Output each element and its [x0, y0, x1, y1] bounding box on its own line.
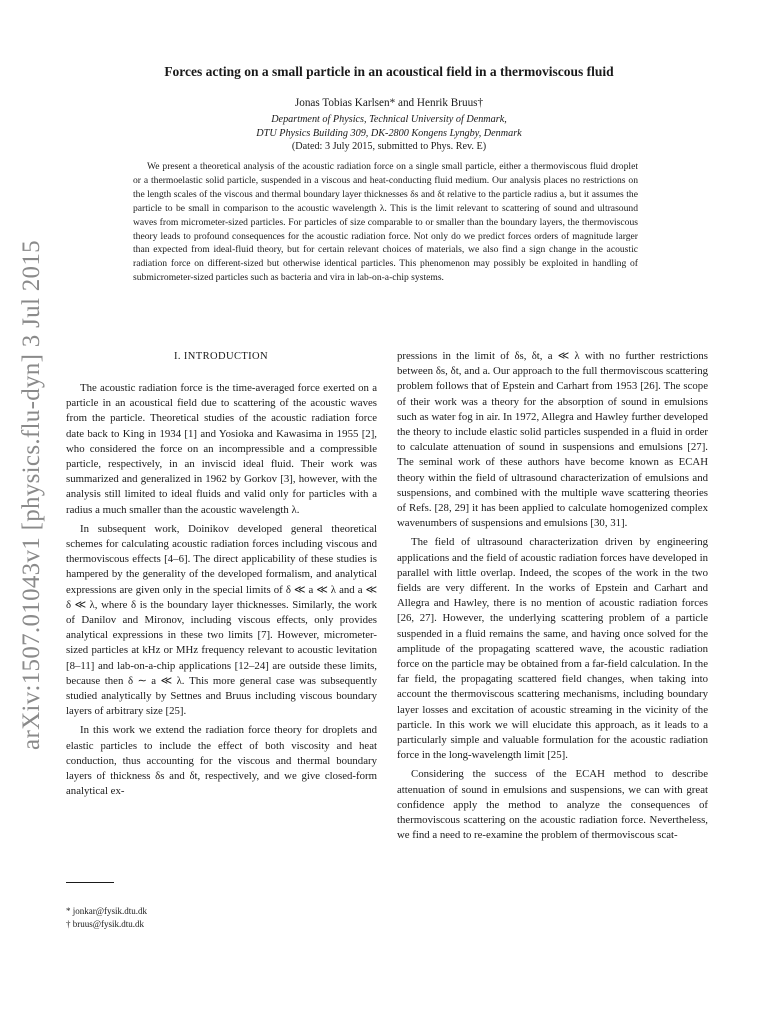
- paragraph: pressions in the limit of δs, δt, a ≪ λ with no further restrictions between δs, δt, and a. Our approach to the full thermoviscous scattering problem follows that of Epstein and Carhart from 1953 [26]. The scope of their work was a theory for the absorption of sound in emulsions such as water fog in air. In 1972, Allegra and Hawley further developed the theory to include elastic solid particles suspended in a fluid in order to calculate attenuation of sound in suspensions and emulsions [27]. The seminal work of these authors have become known as ECAH theory within the field of ultrasound characterization of emulsions and suspensions, and combined with the multiple wave scattering theories of Refs. [28, 29] it has been applied to calculate homogenized complex wavenumbers of suspensions and emulsions [30, 31].: [397, 350, 708, 530]
- section-heading: I. INTRODUCTION: [173, 351, 269, 362]
- left-column: [66, 381, 377, 803]
- paragraph: In this work we extend the radiation force theory for droplets and elastic particles to include the effect of both viscosity and heat conduction, thus accounting for the viscous and thermal boundary layers of thickness δs and δt, respectively, and we give closed-form analytical ex-: [66, 724, 377, 798]
- arxiv-identifier: arXiv:1507.01043v1 [physics.flu-dyn] 3 Jul 2015: [18, 240, 46, 750]
- footnote-rule: [66, 882, 114, 883]
- paper-title: Forces acting on a small particle in an acoustical field in a thermoviscous fluid: [164, 64, 614, 79]
- dated-line: (Dated: 3 July 2015, submitted to Phys. Rev. E): [291, 141, 487, 152]
- footnotes: [66, 905, 147, 931]
- affiliation-line: Department of Physics, Technical University of Denmark,: [271, 114, 507, 125]
- footnote-email: † bruus@fysik.dtu.dk: [66, 919, 145, 929]
- paragraph: The acoustic radiation force is the time-averaged force exerted on a particle in an acoustical field due to scattering of the acoustic waves from the particle. Theoretical studies of the acoustic radiation force date back to King in 1934 [1] and Yosioka and Kawasima in 1955 [2], who considered the force on an incompressible and a compressible particle, respectively, in an inviscid ideal fluid. Their work was summarized and generalized in 1962 by Gorkov [3], however, with the analysis still limited to ideal fluids and valid only for particles with a radius a much smaller than the acoustic wavelength λ.: [66, 382, 377, 516]
- paragraph: In subsequent work, Doinikov developed general theoretical schemes for calculating acoustic radiation forces including viscous and thermoviscous effects [4–6]. The direct applicability of these studies is hampered by the generality of the developed formalism, and analytical expressions are given only in the special limits of δ ≪ a ≪ λ and a ≪ δ ≪ λ, where δ is the boundary layer thicknesses. Similarly, the work of Danilov and Mironov, including viscous effects, only provides analytical expressions in these two limits [7]. However, micrometer-sized particles at kHz or MHz frequency relevant to acoustic levitation [8–11] and lab-on-a-chip applications [12–24] are outside these limits, because then δ ∼ a ≪ λ. This more general case was subsequently studied analytically by Settnes and Bruus including viscous boundary layers of arbitrary size [25].: [66, 522, 377, 718]
- right-column: [397, 349, 708, 848]
- paragraph: Considering the success of the ECAH method to describe attenuation of sound in emulsions and suspensions, we can with great confidence apply the method to analyze the consequences of thermoviscous scattering on the acoustic radiation force. Nevertheless, we find a need to re-examine the problem of thermoviscous scat-: [397, 768, 708, 842]
- author-list: Jonas Tobias Karlsen* and Henrik Bruus†: [294, 97, 484, 109]
- arxiv-identifier-sidebar: [14, 222, 50, 768]
- affiliation: [60, 113, 718, 141]
- affiliation-line: DTU Physics Building 309, DK-2800 Kongens Lyngby, Denmark: [256, 128, 522, 139]
- footnote-email: * jonkar@fysik.dtu.dk: [66, 906, 148, 916]
- abstract: We present a theoretical analysis of the acoustic radiation force on a single small particle, either a thermoviscous fluid droplet or a thermoelastic solid particle, suspended in a viscous and heat-conducting fluid medium. Our analysis places no restrictions on the length scales of the viscous and thermal boundary layer thicknesses δs and δt relative to the particle radius a, but it assumes the particle to be small in comparison to the acoustic wavelength λ. This is the limit relevant to scattering of sound and ultrasound waves from micrometer-sized particles. For particles of size comparable to or smaller than the boundary layers, the thermoviscous theory leads to profound consequences for the acoustic radiation force. Not only do we predict forces orders of magnitude larger than expected from ideal-fluid theory, but for certain relevant choices of materials, we also find a sign change in the acoustic radiation force on different-sized but otherwise identical particles. This phenomenon may possibly be exploited in handling of submicrometer-sized particles such as bacteria and vira in lab-on-a-chip systems.: [133, 161, 638, 284]
- paragraph: The field of ultrasound characterization driven by engineering applications and the field of acoustic radiation forces have developed in parallel with little overlap. Indeed, the scopes of the work in the two fields are very different. In the works of Epstein and Carhart and Allegra and Hawley, there is no mention of acoustic radiation forces [26, 27]. However, the underlying scattering problem of a particle suspended in a fluid remains the same, and having once solved for the amplitude of the propagating scattered wave, the acoustic radiation force on the particle may be obtained from a far-field calculation. In the far field, the propagating scattered field changes, when taking into account the thermoviscous scattering mechanisms, including boundary layer losses and excitation of acoustic streaming in the vicinity of the particle. In this work we will elucidate this approach, as it leads to a particularly simple and valuable formulation for the acoustic radiation force in the long-wavelength limit [25].: [397, 536, 708, 762]
